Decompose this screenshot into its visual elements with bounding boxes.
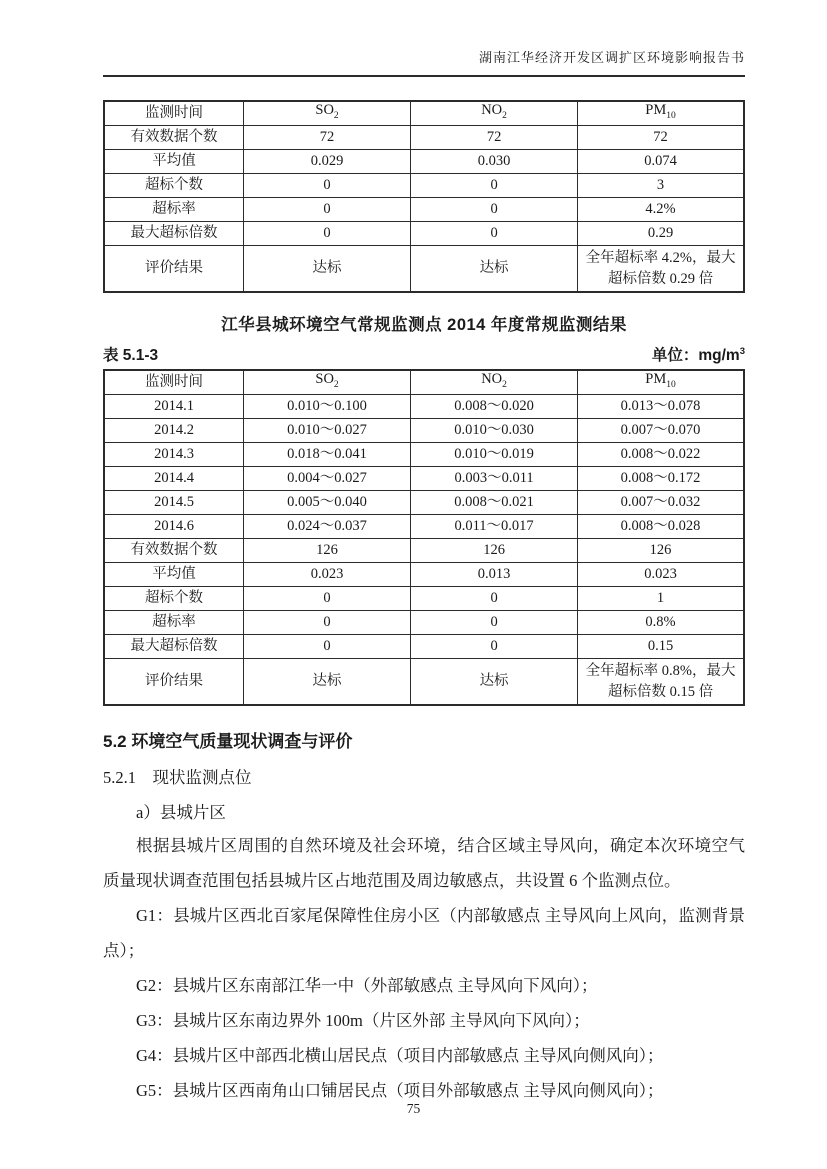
table-cell: 1	[578, 587, 744, 611]
table-row	[104, 419, 744, 443]
table-cell: 0.011～0.017	[411, 515, 578, 539]
table-cell: 0	[411, 587, 578, 611]
row-label: 2014.6	[104, 515, 244, 539]
table-cell: 0.010～0.019	[411, 443, 578, 467]
table-cell: 0.008～0.172	[578, 467, 744, 491]
row-label: 最大超标倍数	[104, 635, 244, 659]
table-cell: 0	[244, 611, 411, 635]
table-cell: 0.007～0.032	[578, 491, 744, 515]
page-number: 75	[406, 1101, 421, 1116]
table-header-row	[104, 370, 744, 395]
table-cell: 0	[411, 174, 578, 198]
table-cell: 0.018～0.041	[244, 443, 411, 467]
table-cell: 0	[244, 174, 411, 198]
table-row	[104, 198, 744, 222]
column-header-time: 监测时间	[104, 101, 244, 126]
monitoring-point-g1: G1：县城片区西北百家尾保障性住房小区（内部敏感点 主导风向上风向，监测背景点）；	[103, 906, 745, 961]
monitoring-point-g3: G3：县城片区东南边界外 100m（片区外部 主导风向下风向）；	[136, 1011, 590, 1031]
table-cell: 0	[411, 222, 578, 246]
row-label: 平均值	[104, 150, 244, 174]
table-row	[104, 126, 744, 150]
row-label: 平均值	[104, 563, 244, 587]
row-label: 2014.5	[104, 491, 244, 515]
table-cell: 0.29	[578, 222, 744, 246]
row-label: 2014.4	[104, 467, 244, 491]
table-cell: 72	[578, 126, 744, 150]
table-row	[104, 443, 744, 467]
table-row	[104, 635, 744, 659]
table-caption-row	[103, 342, 745, 365]
section-heading-5-2-1: 5.2.1 现状监测点位	[103, 768, 252, 788]
table-row	[104, 515, 744, 539]
table-cell: 0.029	[244, 150, 411, 174]
table-row	[104, 150, 744, 174]
table-cell: 0.013～0.078	[578, 395, 744, 419]
table-cell: 0.030	[411, 150, 578, 174]
monitoring-point-g2: G2：县城片区东南部江华一中（外部敏感点 主导风向下风向）；	[136, 976, 598, 996]
table-cell: 0.005～0.040	[244, 491, 411, 515]
table-cell: 0.024～0.037	[244, 515, 411, 539]
table-cell: 达标	[411, 246, 578, 293]
table-cell: 126	[411, 539, 578, 563]
table-cell: 0	[411, 611, 578, 635]
row-label: 超标率	[104, 198, 244, 222]
table-cell: 0.004～0.027	[244, 467, 411, 491]
column-header-so2: $SO_2$	[244, 370, 411, 395]
table-cell: 4.2%	[578, 198, 744, 222]
table-row	[104, 174, 744, 198]
row-label: 最大超标倍数	[104, 222, 244, 246]
table-cell: 全年超标率 0.8%，最大超标倍数 0.15 倍	[578, 659, 744, 706]
table-row	[104, 491, 744, 515]
table-cell: 0	[244, 222, 411, 246]
row-label: 2014.1	[104, 395, 244, 419]
table-row	[104, 395, 744, 419]
page-header-title: 湖南江华经济开发区调扩区环境影响报告书	[478, 50, 745, 65]
row-label: 超标个数	[104, 587, 244, 611]
table-cell: 3	[578, 174, 744, 198]
table-cell: 0.008～0.022	[578, 443, 744, 467]
table-cell: 0.010～0.030	[411, 419, 578, 443]
table-cell: 0.010～0.027	[244, 419, 411, 443]
column-header-time: 监测时间	[104, 370, 244, 395]
table-cell: 72	[411, 126, 578, 150]
annual-monitoring-stats-table	[103, 100, 745, 293]
list-item-a: a）县城片区	[136, 803, 226, 823]
table-cell: 0.008～0.028	[578, 515, 744, 539]
row-label: 有效数据个数	[104, 126, 244, 150]
table-row	[104, 659, 744, 706]
row-label: 有效数据个数	[104, 539, 244, 563]
table-cell: 0.007～0.070	[578, 419, 744, 443]
table-row	[104, 563, 744, 587]
table-cell: 达标	[244, 246, 411, 293]
table-row	[104, 587, 744, 611]
table-cell: 0.008～0.020	[411, 395, 578, 419]
table-cell: 0.003～0.011	[411, 467, 578, 491]
table-cell: 0.013	[411, 563, 578, 587]
table-row	[104, 246, 744, 293]
monitoring-point-g5: G5：县城片区西南角山口铺居民点（项目外部敏感点 主导风向侧风向）；	[136, 1081, 664, 1101]
row-label: 评价结果	[104, 659, 244, 706]
table-cell: 0.023	[578, 563, 744, 587]
table-row	[104, 539, 744, 563]
column-header-pm10: $PM_{10}$	[578, 370, 744, 395]
table-header-row	[104, 101, 744, 126]
row-label: 评价结果	[104, 246, 244, 293]
table-title: 江华县城环境空气常规监测点 2014 年度常规监测结果	[221, 316, 627, 334]
column-header-so2: $SO_2$	[244, 101, 411, 126]
row-label: 超标个数	[104, 174, 244, 198]
table-cell: 0	[244, 635, 411, 659]
table-cell: 达标	[244, 659, 411, 706]
column-header-no2: $NO_2$	[411, 370, 578, 395]
body-paragraph: 根据县城片区周围的自然环境及社会环境，结合区域主导风向，确定本次环境空气质量现状调查范围包括县城片区占地范围及周边敏感点，共设置 6 个监测点位。	[103, 836, 745, 891]
table-row	[104, 467, 744, 491]
header-rule	[103, 75, 745, 77]
table-cell: 全年超标率 4.2%，最大超标倍数 0.29 倍	[578, 246, 744, 293]
table-cell: 126	[578, 539, 744, 563]
table-cell: 0	[411, 198, 578, 222]
column-header-pm10: $PM_{10}$	[578, 101, 744, 126]
table-caption: 表 5.1-3	[103, 347, 159, 365]
table-cell: 72	[244, 126, 411, 150]
monitoring-point-g4: G4：县城片区中部西北横山居民点（项目内部敏感点 主导风向侧风向）；	[136, 1046, 664, 1066]
table-cell: 0.15	[578, 635, 744, 659]
table-cell: 0.074	[578, 150, 744, 174]
table-cell: 达标	[411, 659, 578, 706]
table-cell: 0	[244, 587, 411, 611]
table-cell: 0.010～0.100	[244, 395, 411, 419]
row-label: 2014.3	[104, 443, 244, 467]
table-cell: 0	[244, 198, 411, 222]
row-label: 2014.2	[104, 419, 244, 443]
table-cell: 0	[411, 635, 578, 659]
row-label: 超标率	[104, 611, 244, 635]
section-heading-5-2: 5.2 环境空气质量现状调查与评价	[103, 732, 353, 752]
table-cell: 0.023	[244, 563, 411, 587]
table-cell: 126	[244, 539, 411, 563]
column-header-no2: $NO_2$	[411, 101, 578, 126]
table-row	[104, 222, 744, 246]
table-cell: 0.8%	[578, 611, 744, 635]
monthly-monitoring-results-table	[103, 369, 745, 706]
table-cell: 0.008～0.021	[411, 491, 578, 515]
table-row	[104, 611, 744, 635]
unit-label: 单位：$mg/m^3$	[651, 346, 745, 365]
